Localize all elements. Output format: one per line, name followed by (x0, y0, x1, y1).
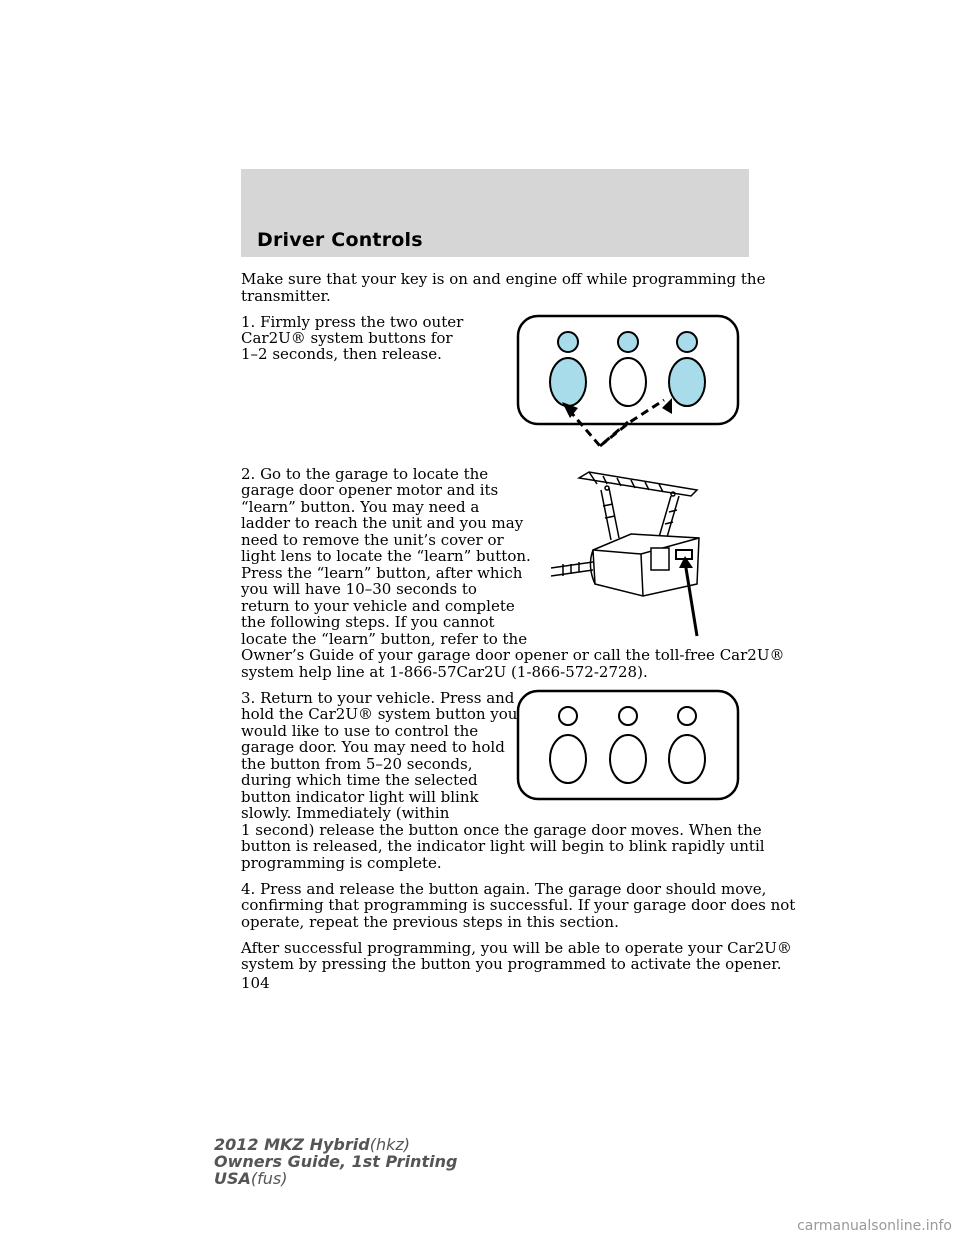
section-header-band (241, 169, 749, 257)
step3-line-6: during which time the selected (241, 771, 478, 789)
step3-line-4: garage door. You may need to hold (241, 738, 505, 756)
indicator-center-icon (619, 707, 637, 725)
button-left-icon (550, 735, 586, 783)
step2-line-11: locate the “learn” button, refer to the (241, 630, 528, 648)
step2-line-1: 2. Go to the garage to locate the (241, 465, 489, 483)
after-line-2: system by pressing the button you programmed to activate the opener. (241, 955, 782, 973)
step3-line-10: button is released, the indicator light will begin to blink rapidly until (241, 837, 765, 855)
step3-line-9: 1 second) release the button once the garage door moves. When the (241, 821, 762, 839)
button-center-icon (610, 358, 646, 406)
step2-line-3: “learn” button. You may need a (241, 498, 480, 516)
step3-line-11: programming is complete. (241, 854, 442, 872)
step4-line-3: operate, repeat the previous steps in this section. (241, 913, 619, 931)
indicator-right-icon (678, 707, 696, 725)
step4-line-1: 4. Press and release the button again. The garage door should move, (241, 880, 767, 898)
step3-line-5: the button from 5–20 seconds, (241, 755, 473, 773)
indicator-center-icon (618, 332, 638, 352)
button-right-icon (669, 735, 705, 783)
car2u-buttons-outer-highlight-figure (512, 310, 744, 455)
step2-line-8: you will have 10–30 seconds to (241, 580, 477, 598)
step3-line-7: button indicator light will blink (241, 788, 479, 806)
footer-model: 2012 MKZ Hybrid (214, 1135, 370, 1154)
step2-line-5: need to remove the unit’s cover or (241, 531, 504, 549)
step2-line-10: the following steps. If you cannot (241, 613, 495, 631)
step1-line-2: Car2U® system buttons for (241, 329, 453, 347)
car2u-buttons-figure (512, 685, 744, 805)
intro-line-2: transmitter. (241, 287, 331, 305)
after-line-1: After successful programming, you will be able to operate your Car2U® (241, 939, 792, 957)
footer-guide: Owners Guide, 1st Printing (214, 1152, 458, 1171)
footer-model-code: (hkz) (369, 1135, 410, 1154)
button-right-icon (669, 358, 705, 406)
step2-line-4: ladder to reach the unit and you may (241, 514, 524, 532)
footer-region-code: (fus) (250, 1169, 288, 1188)
indicator-right-icon (677, 332, 697, 352)
step1-line-1: 1. Firmly press the two outer (241, 313, 464, 331)
watermark: carmanualsonline.info (797, 1218, 952, 1234)
indicator-left-icon (558, 332, 578, 352)
step2-line-12: Owner’s Guide of your garage door opener or call the toll-free Car2U® (241, 646, 785, 664)
indicator-left-icon (559, 707, 577, 725)
step3-line-8: slowly. Immediately (within (241, 804, 450, 822)
step2-line-7: Press the “learn” button, after which (241, 564, 523, 582)
step1-line-3: 1–2 seconds, then release. (241, 345, 442, 363)
step2-line-2: garage door opener motor and its (241, 481, 499, 499)
print-footer (214, 1136, 457, 1187)
step3-line-3: would like to use to control the (241, 722, 479, 740)
step2-line-9: return to your vehicle and complete (241, 597, 515, 615)
step2-line-13: system help line at 1-866-57Car2U (1-866-572-2728). (241, 663, 648, 681)
page-number: 104 (241, 974, 270, 992)
step4-line-2: confirming that programming is successful. If your garage door does not (241, 896, 796, 914)
step3-line-1: 3. Return to your vehicle. Press and (241, 689, 515, 707)
footer-region: USA (214, 1169, 251, 1188)
intro-line-1: Make sure that your key is on and engine off while programming the (241, 270, 766, 288)
step2-line-6: light lens to locate the “learn” button. (241, 547, 531, 565)
button-center-icon (610, 735, 646, 783)
section-title: Driver Controls (257, 229, 423, 251)
step3-line-2: hold the Car2U® system button you (241, 705, 518, 723)
button-left-icon (550, 358, 586, 406)
garage-opener-figure (545, 466, 745, 641)
